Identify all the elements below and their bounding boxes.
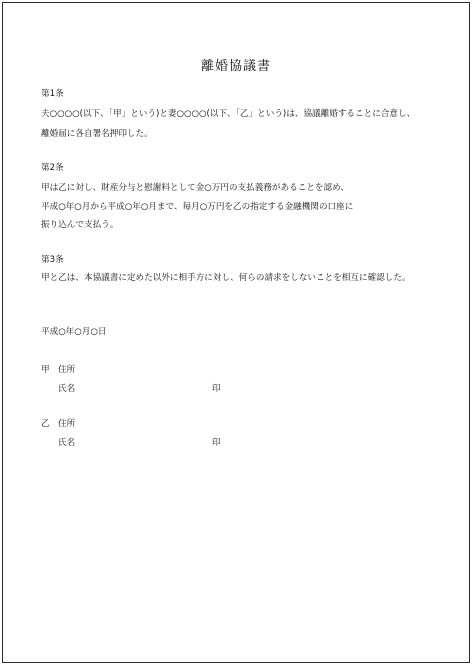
article-2-line-2: 平成○年○月から平成○年○月まで、毎月○万円を乙の指定する金融機関の口座に [41, 202, 354, 212]
document-page [2, 2, 470, 663]
party-b-label: 乙 [41, 419, 50, 429]
article-2-line-1: 甲は乙に対し、財産分与と慰謝料として金○万円の支払義務があることを認め、 [41, 183, 349, 193]
party-b-name-label: 氏名 [58, 438, 76, 448]
article-3-line-1: 甲と乙は、本協議書に定めた以外に相手方に対し、何らの請求をしないことを相互に確認した。 [41, 273, 411, 283]
article-1-heading: 第1条 [41, 89, 64, 99]
party-a-name-label: 氏名 [58, 384, 76, 394]
document-title: 離婚協議書 [200, 59, 271, 74]
party-a-address-label: 住所 [58, 365, 76, 375]
party-a-label: 甲 [41, 365, 50, 375]
party-b-seal: 印 [212, 438, 221, 448]
document-date: 平成○年○月○日 [41, 327, 107, 337]
article-2-line-3: 振り込んで支払う。 [41, 220, 119, 230]
party-a-seal: 印 [212, 384, 221, 394]
article-1-line-2: 離婚届に各自署名押印した。 [41, 129, 153, 139]
article-3-heading: 第3条 [41, 255, 64, 265]
article-1-line-1: 夫○○○○(以下、「甲」という)と妻○○○○(以下、「乙」という)は、協議離婚することに合意し、 [41, 109, 416, 119]
party-b-address-label: 住所 [58, 419, 76, 429]
article-2-heading: 第2条 [41, 163, 64, 173]
